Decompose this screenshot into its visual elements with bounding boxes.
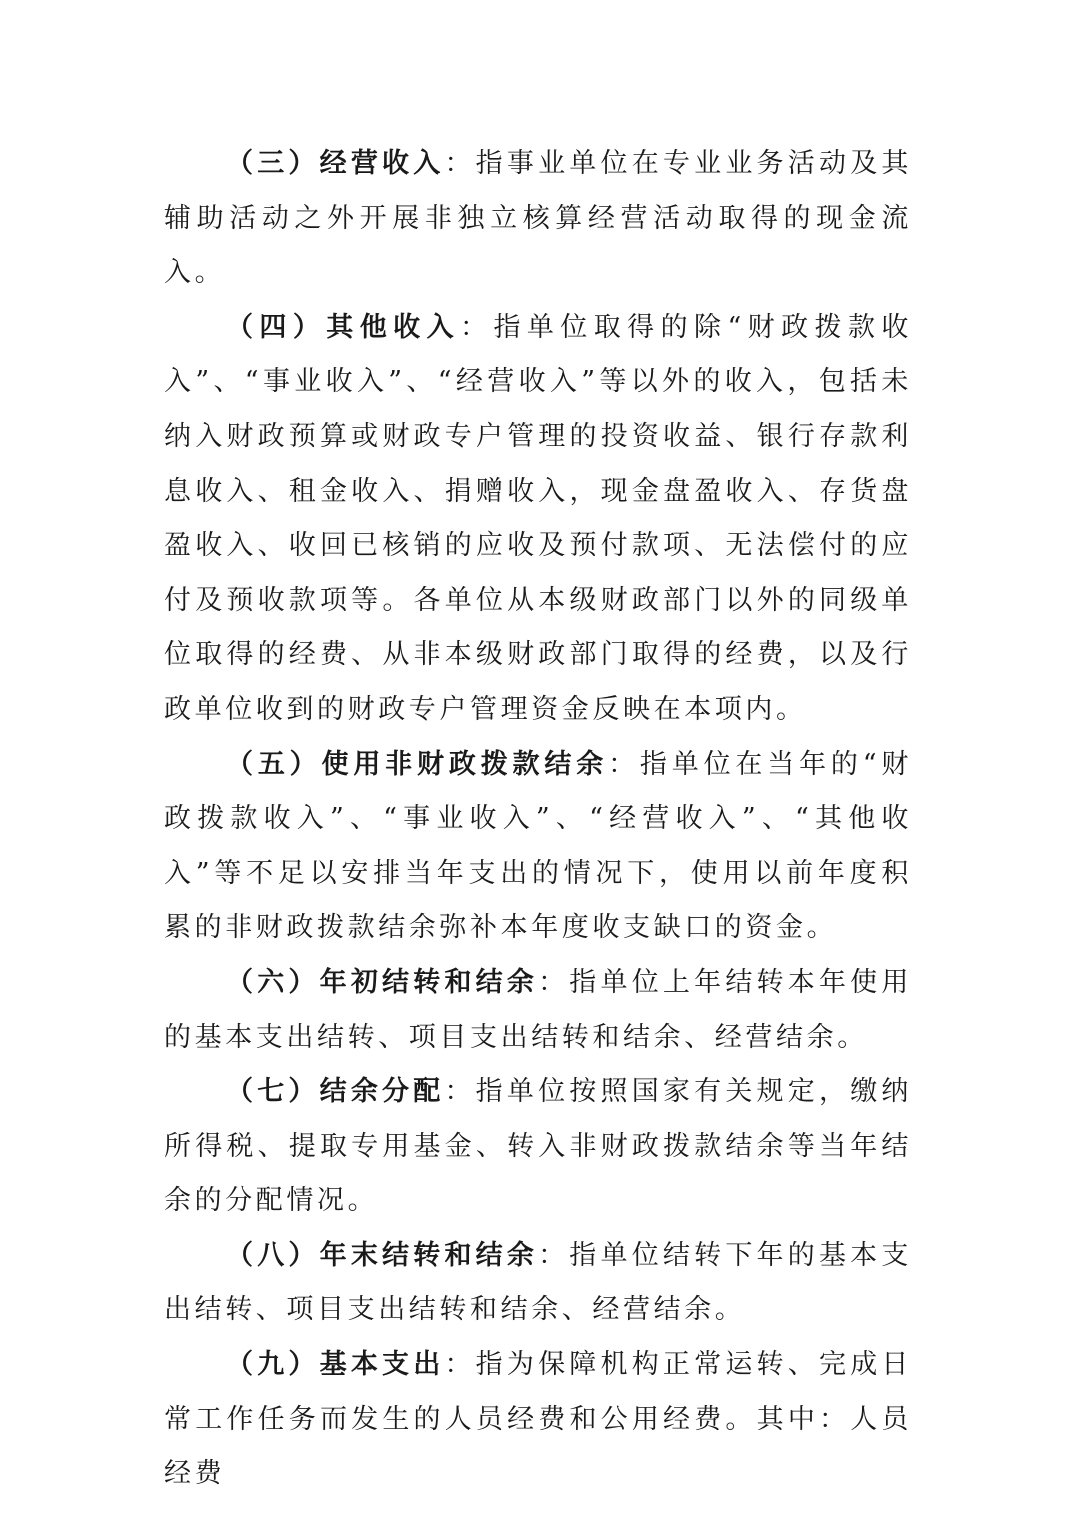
- term-heading: （六）年初结转和结余: [226, 966, 539, 998]
- term-definition: ：指单位结转下年的基本支出结转、项目支出结转和结余、经营结余。: [164, 1239, 912, 1326]
- term-heading: （五）使用非财政拨款结余: [226, 748, 609, 780]
- term-definition: ：指单位上年结转本年使用的基本支出结转、项目支出结转和结余、经营结余。: [164, 966, 912, 1053]
- document-body: [164, 137, 912, 1502]
- paragraph-basic-expenditure: [164, 1338, 912, 1502]
- paragraph-operating-income: [164, 137, 912, 301]
- term-definition: ：指单位按照国家有关规定，缴纳所得税、提取专用基金、转入非财政拨款结余等当年结余的分配情况。: [164, 1076, 912, 1217]
- term-definition: ：指单位取得的除“财政拨款收入”、“事业收入”、“经营收入”等以外的收入，包括未纳入财政预算或财政专户管理的投资收益、银行存款利息收入、租金收入、捐赠收入，现金盘盈收入、存货盘盈收入、收回已核销的应收及预付款项、无法偿付的应付及预收款项等。各单位从本级财政部门以外的同级单位取得的经费、从非本级财政部门取得的经费，以及行政单位收到的财政专户管理资金反映在本项内。: [164, 311, 913, 725]
- paragraph-opening-carryover: [164, 956, 912, 1065]
- term-definition: ：指单位在当年的“财政拨款收入”、“事业收入”、“经营收入”、“其他收入”等不足以安排当年支出的情况下，使用以前年度积累的非财政拨款结余弥补本年度收支缺口的资金。: [164, 748, 913, 944]
- term-heading: （九）基本支出: [226, 1349, 445, 1381]
- paragraph-non-fiscal-surplus: [164, 738, 912, 956]
- paragraph-surplus-distribution: [164, 1065, 912, 1229]
- term-heading: （七）结余分配: [226, 1076, 445, 1108]
- term-heading: （四）其他收入: [226, 311, 461, 343]
- term-definition: ：指事业单位在专业业务活动及其辅助活动之外开展非独立核算经营活动取得的现金流入。: [164, 148, 912, 289]
- term-heading: （三）经营收入: [226, 148, 445, 179]
- term-heading: （八）年末结转和结余: [226, 1239, 539, 1271]
- term-definition: ：指为保障机构正常运转、完成日常工作任务而发生的人员经费和公用经费。其中：人员经费: [164, 1349, 912, 1490]
- paragraph-closing-carryover: [164, 1229, 912, 1338]
- paragraph-other-income: [164, 301, 912, 738]
